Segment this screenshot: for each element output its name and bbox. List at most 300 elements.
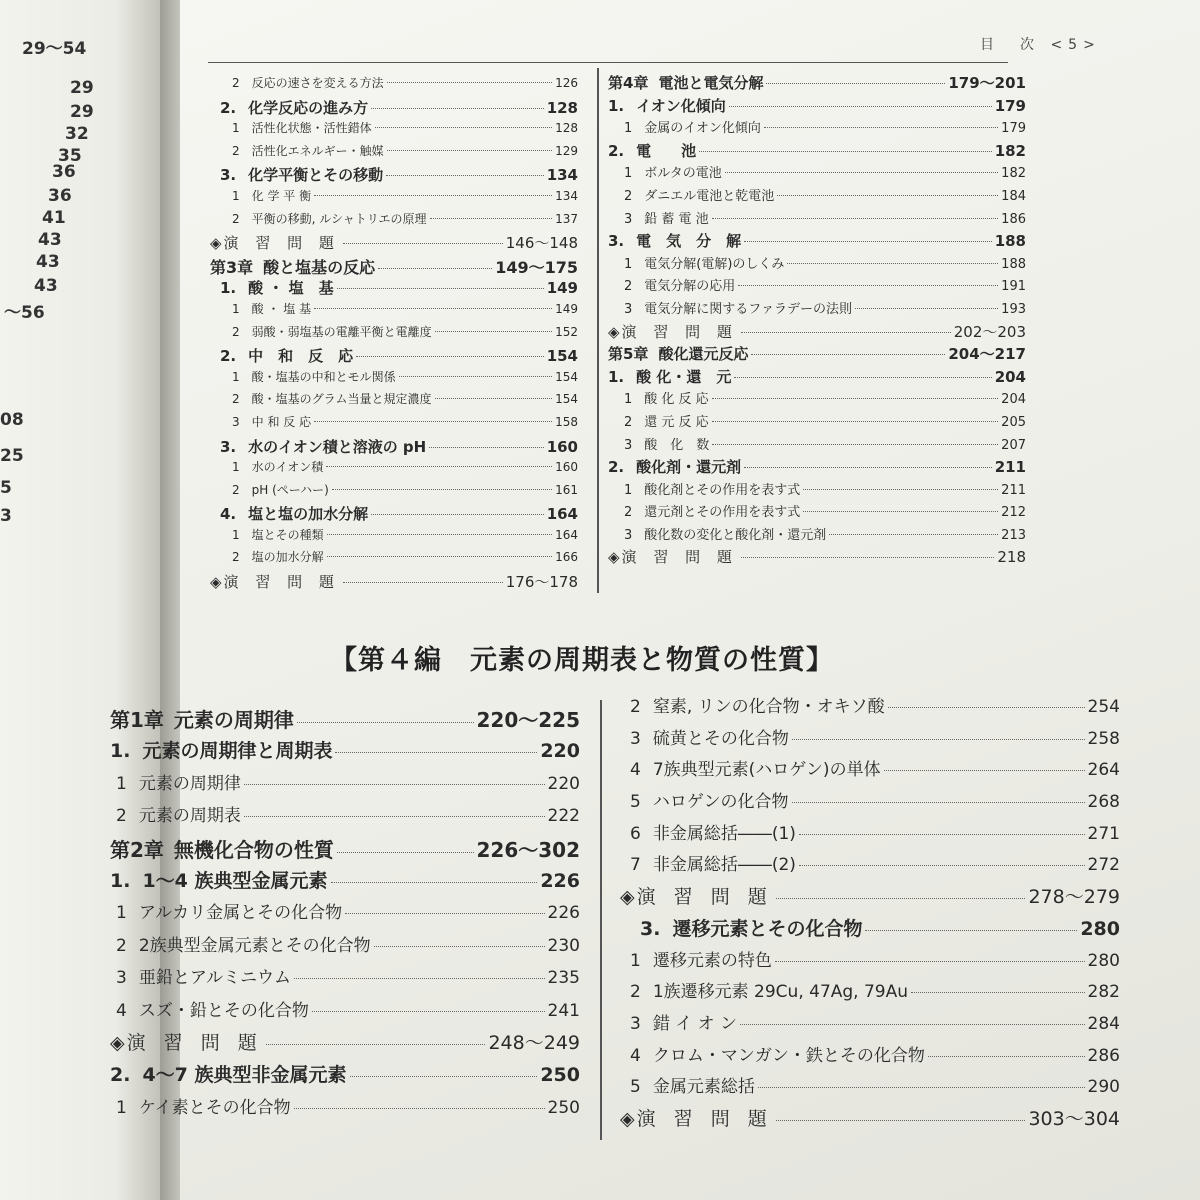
toc-item-row: [608, 298, 1026, 321]
toc-item-number: 2: [232, 324, 240, 339]
toc-item-number: 2.: [220, 347, 237, 366]
toc-section-row: [608, 456, 1026, 479]
toc-item-number: 1: [232, 460, 240, 475]
toc-item-number: 4: [630, 760, 641, 781]
toc-item-number: 3: [624, 211, 633, 227]
toc-item-number: 1.: [110, 740, 131, 763]
left-page-number: 3: [0, 506, 12, 526]
toc-page-number: 218: [997, 548, 1026, 567]
toc-exercise-row: [608, 321, 1026, 344]
leader-dots: [792, 739, 1085, 740]
toc-item-row: [620, 755, 1120, 787]
left-page-number: 36: [52, 162, 76, 182]
toc-column-d: [620, 692, 1120, 1136]
toc-item-number: 2: [116, 935, 127, 956]
toc-item-title: ボルタの電池: [644, 166, 722, 182]
toc-chapter-row: [608, 72, 1026, 95]
leader-dots: [332, 489, 552, 490]
toc-item-row: [210, 187, 578, 210]
toc-page-number: 226: [540, 869, 580, 892]
left-page-number: 35: [58, 146, 82, 166]
exercise-mark-icon: ◈: [110, 1031, 125, 1054]
toc-item-title: 金属のイオン化傾向: [644, 121, 761, 137]
toc-item-number: 2: [624, 505, 633, 521]
toc-item-number: 6: [630, 823, 641, 844]
toc-item-row: [210, 526, 578, 549]
leader-dots: [725, 172, 998, 173]
leader-dots: [799, 834, 1085, 835]
leader-dots: [884, 770, 1085, 771]
toc-item-title: 亜鉛とアルミニウム: [138, 968, 291, 989]
leader-dots: [829, 534, 998, 535]
toc-item-number: 2: [116, 806, 127, 827]
toc-item-title: 反応の速さを変える方法: [251, 76, 384, 90]
toc-page-number: 258: [1087, 728, 1120, 749]
toc-exercise-row: [210, 571, 578, 594]
toc-item-row: [110, 769, 580, 801]
toc-exercise-row: [608, 546, 1026, 569]
leader-dots: [775, 961, 1085, 962]
toc-page-number: 248～249: [488, 1031, 580, 1054]
leader-dots: [855, 308, 998, 309]
left-page-number: ～56: [4, 303, 45, 323]
toc-item-number: 5: [630, 792, 641, 813]
toc-item-number: 2: [624, 414, 633, 430]
toc-item-title: 電 気 分 解: [636, 232, 742, 251]
left-page-number: 43: [36, 252, 60, 272]
toc-section-row: [210, 503, 578, 526]
toc-item-number: 1.: [220, 279, 237, 298]
leader-dots: [799, 865, 1085, 866]
leader-dots: [758, 1087, 1085, 1088]
toc-item-title: 元素の周期表: [138, 806, 241, 827]
toc-page-number: 176～178: [505, 573, 578, 592]
toc-column-b: [608, 72, 1026, 569]
toc-item-title: 遷移元素の特色: [652, 950, 772, 971]
toc-section-row: [210, 345, 578, 368]
toc-page-number: 160: [546, 437, 578, 456]
leader-dots: [327, 556, 552, 557]
leader-dots: [327, 534, 552, 535]
leader-dots: [387, 82, 552, 83]
toc-page-number: 226～302: [476, 837, 580, 862]
leader-dots: [911, 992, 1085, 993]
toc-page-number: 278～279: [1028, 886, 1120, 909]
toc-item-title: アルカリ金属とその化合物: [138, 903, 343, 924]
toc-page-number: 161: [555, 482, 578, 497]
leader-dots: [399, 376, 552, 377]
toc-item-title: 演 習 問 題: [223, 234, 340, 253]
toc-item-title: 還 元 反 応: [644, 414, 709, 430]
toc-section-row: [110, 1060, 580, 1092]
toc-item-title: 酸 化 反 応: [644, 392, 709, 408]
toc-page-number: 280: [1080, 917, 1120, 940]
leader-dots: [792, 802, 1085, 803]
toc-item-number: 3: [232, 414, 240, 429]
left-page-number: 29: [70, 78, 94, 98]
leader-dots: [776, 898, 1026, 899]
toc-page: [110, 0, 1200, 1200]
toc-exercise-row: [110, 1028, 580, 1060]
toc-item-title: 酸 化・還 元: [636, 367, 732, 386]
toc-item-title: 化学平衡とその移動: [248, 166, 384, 185]
toc-section-row: [620, 914, 1120, 946]
column-divider: [597, 68, 599, 593]
toc-item-number: 1: [630, 950, 641, 971]
toc-item-title: 非金属総括――(1): [652, 823, 796, 844]
toc-item-title: 遷移元素とその化合物: [672, 917, 863, 940]
toc-item-title: 1～4 族典型金属元素: [142, 869, 328, 892]
toc-item-number: 1: [116, 773, 127, 794]
toc-page-number: 211: [1001, 482, 1026, 498]
leader-dots: [429, 447, 543, 448]
toc-page-number: 137: [555, 211, 578, 226]
leader-dots: [326, 466, 552, 467]
toc-exercise-row: [210, 232, 578, 255]
toc-item-number: 1: [624, 482, 633, 498]
toc-page-number: 146～148: [505, 234, 578, 253]
leader-dots: [803, 511, 998, 512]
toc-page-number: 284: [1087, 1013, 1120, 1034]
leader-dots: [729, 106, 992, 107]
toc-chapter-row: [210, 255, 578, 278]
toc-item-number: 7: [630, 855, 641, 876]
toc-item-title: ダニエル電池と乾電池: [644, 188, 775, 204]
toc-page-number: 241: [547, 1000, 580, 1021]
toc-item-number: 3.: [608, 232, 625, 251]
leader-dots: [741, 557, 995, 558]
toc-item-number: 2.: [220, 98, 237, 117]
toc-page-number: 179: [1001, 121, 1026, 137]
toc-item-row: [620, 1072, 1120, 1104]
toc-item-number: 第2章: [110, 837, 164, 862]
toc-item-title: 酸化数の変化と酸化剤・還元剤: [644, 527, 827, 543]
toc-item-title: pH (ペーハー): [251, 482, 329, 497]
left-page-number: 29～54: [22, 39, 87, 59]
toc-item-title: 酸 ・ 塩 基: [251, 301, 312, 316]
toc-section-row: [210, 164, 578, 187]
toc-page-number: 154: [555, 369, 578, 384]
toc-item-title: 電 池: [636, 141, 697, 160]
toc-item-number: 第5章: [608, 345, 649, 364]
toc-item-number: 3.: [640, 917, 661, 940]
toc-item-title: 中 和 反 応: [251, 414, 312, 429]
toc-item-number: 3.: [220, 437, 237, 456]
toc-item-number: 1: [624, 256, 633, 272]
toc-item-title: ケイ素とその化合物: [138, 1097, 291, 1118]
toc-item-title: 化学反応の進み方: [248, 98, 369, 117]
leader-dots: [740, 1024, 1085, 1025]
toc-page-number: 211: [994, 458, 1026, 477]
toc-item-row: [210, 300, 578, 323]
toc-page-number: 226: [547, 903, 580, 924]
leader-dots: [777, 195, 998, 196]
leader-dots: [803, 489, 998, 490]
toc-item-row: [608, 208, 1026, 231]
toc-item-title: 還元剤とその作用を表す式: [644, 505, 801, 521]
leader-dots: [928, 1056, 1085, 1057]
toc-item-row: [210, 323, 578, 346]
toc-item-title: 電気分解の応用: [644, 279, 736, 295]
toc-item-title: ハロゲンの化合物: [652, 792, 789, 813]
leader-dots: [865, 930, 1077, 931]
toc-column-a: [210, 74, 578, 594]
left-page-number: 5: [0, 478, 12, 498]
toc-page-number: 182: [1001, 166, 1026, 182]
leader-dots: [738, 285, 998, 286]
toc-item-number: 2: [232, 143, 240, 158]
toc-item-number: 3: [116, 968, 127, 989]
running-head: 目 次 <5>: [980, 37, 1101, 53]
toc-item-row: [608, 524, 1026, 547]
toc-page-number: 290: [1087, 1077, 1120, 1098]
toc-item-number: 2.: [608, 141, 625, 160]
toc-chapter-row: [110, 834, 580, 866]
toc-item-number: 2: [232, 392, 240, 407]
toc-item-row: [608, 501, 1026, 524]
toc-item-title: 非金属総括――(2): [652, 855, 796, 876]
toc-item-title: 酸化還元反応: [658, 345, 749, 364]
leader-dots: [314, 308, 552, 309]
toc-item-row: [210, 368, 578, 391]
leader-dots: [386, 175, 544, 176]
toc-item-number: 1: [232, 121, 240, 136]
toc-item-number: 2: [624, 279, 633, 295]
toc-item-number: 2.: [608, 458, 625, 477]
toc-item-title: イオン化傾向: [636, 96, 726, 115]
left-page-number: 43: [34, 276, 58, 296]
toc-item-number: 1: [624, 166, 633, 182]
toc-item-title: 鉛 蓄 電 池: [644, 211, 709, 227]
leader-dots: [741, 332, 951, 333]
toc-page-number: 212: [1001, 505, 1026, 521]
leader-dots: [371, 108, 544, 109]
toc-item-row: [210, 142, 578, 165]
toc-item-title: 酸化剤とその作用を表す式: [644, 482, 801, 498]
leader-dots: [699, 151, 992, 152]
toc-item-row: [608, 117, 1026, 140]
left-page-number: 29: [70, 102, 94, 122]
leader-dots: [435, 331, 552, 332]
toc-page-number: 254: [1087, 697, 1120, 717]
toc-item-row: [210, 119, 578, 142]
toc-item-number: 3: [624, 527, 633, 543]
toc-item-title: 金属元素総括: [652, 1077, 755, 1098]
toc-item-title: 酸 化 数: [644, 437, 710, 453]
toc-page-number: 207: [1001, 437, 1026, 453]
leader-dots: [387, 150, 552, 151]
leader-dots: [430, 218, 553, 219]
toc-page-number: 186: [1001, 211, 1026, 227]
toc-page-number: 134: [546, 166, 578, 185]
toc-item-row: [620, 1041, 1120, 1073]
left-page-number: 25: [0, 446, 24, 466]
toc-item-number: 1.: [110, 869, 131, 892]
toc-item-row: [210, 458, 578, 481]
toc-item-number: 2: [232, 550, 240, 565]
leader-dots: [343, 243, 503, 244]
toc-page-number: 205: [1001, 414, 1026, 430]
toc-item-title: 演 習 問 題: [126, 1031, 263, 1054]
exercise-mark-icon: ◈: [210, 573, 222, 592]
toc-page-number: 129: [555, 143, 578, 158]
toc-section-row: [210, 277, 578, 300]
toc-item-number: 1: [624, 392, 633, 408]
toc-page-number: 160: [555, 460, 578, 475]
toc-item-title: 7族典型元素(ハロゲン)の単体: [652, 760, 881, 781]
toc-item-number: 2: [232, 211, 240, 226]
leader-dots: [734, 377, 991, 378]
toc-page-number: 126: [555, 76, 578, 90]
toc-page-number: 204～217: [948, 345, 1026, 364]
toc-page-number: 164: [555, 527, 578, 542]
leader-dots: [335, 752, 537, 753]
toc-item-title: 弱酸・弱塩基の電離平衡と電離度: [251, 324, 432, 339]
toc-page-number: 149: [546, 279, 578, 298]
leader-dots: [312, 1011, 545, 1012]
toc-column-c: [110, 704, 580, 1125]
leader-dots: [294, 1108, 545, 1109]
toc-item-row: [620, 946, 1120, 978]
toc-item-number: 2: [630, 982, 641, 1003]
toc-item-number: 4: [116, 1000, 127, 1021]
toc-page-number: 184: [1001, 188, 1026, 204]
leader-dots: [314, 421, 552, 422]
toc-item-title: 2族典型金属元素とその化合物: [138, 935, 371, 956]
toc-item-number: 2.: [110, 1064, 131, 1087]
toc-item-row: [608, 253, 1026, 276]
toc-page-number: 202～203: [953, 322, 1026, 341]
left-page-number: 36: [48, 186, 72, 206]
toc-item-number: 4.: [220, 505, 237, 524]
leader-dots: [356, 356, 544, 357]
toc-item-title: 酸化剤・還元剤: [636, 458, 742, 477]
toc-item-row: [110, 996, 580, 1028]
toc-item-row: [210, 390, 578, 413]
toc-item-title: スズ・鉛とその化合物: [138, 1000, 309, 1021]
toc-item-title: 中 和 反 応: [248, 347, 354, 366]
toc-page-number: 250: [540, 1064, 580, 1087]
toc-item-title: 塩と塩の加水分解: [248, 505, 369, 524]
toc-page-number: 179: [994, 96, 1026, 115]
toc-item-row: [608, 434, 1026, 457]
toc-item-number: 5: [630, 1077, 641, 1098]
toc-item-title: 元素の周期律と周期表: [142, 740, 333, 763]
toc-section-row: [608, 95, 1026, 118]
toc-page-number: 213: [1001, 527, 1026, 543]
toc-item-title: 演 習 問 題: [621, 322, 738, 341]
toc-item-row: [110, 898, 580, 930]
toc-item-number: 1: [116, 1097, 127, 1118]
toc-section-row: [210, 97, 578, 120]
leader-dots: [712, 218, 998, 219]
toc-item-title: 元素の周期律: [173, 708, 294, 732]
column-divider: [600, 700, 602, 1140]
toc-item-number: 1: [116, 903, 127, 924]
toc-page-number: 220: [547, 773, 580, 794]
leader-dots: [378, 268, 492, 269]
toc-page-number: 220: [540, 740, 580, 763]
toc-item-row: [620, 977, 1120, 1009]
leader-dots: [374, 946, 545, 947]
toc-item-row: [620, 1009, 1120, 1041]
toc-page-number: 250: [547, 1097, 580, 1118]
toc-item-number: 3: [630, 728, 641, 749]
toc-item-row: [110, 963, 580, 995]
toc-item-number: 1: [232, 369, 240, 384]
leader-dots: [314, 195, 552, 196]
toc-item-number: 3: [630, 1013, 641, 1034]
leader-dots: [435, 398, 553, 399]
toc-page-number: 182: [994, 141, 1026, 160]
toc-item-row: [620, 787, 1120, 819]
toc-page-number: 134: [555, 188, 578, 203]
toc-item-title: 演 習 問 題: [636, 1107, 773, 1130]
toc-page-number: 179～201: [948, 74, 1026, 92]
leader-dots: [744, 467, 992, 468]
toc-item-number: 1: [232, 301, 240, 316]
leader-dots: [244, 784, 545, 785]
toc-item-row: [210, 210, 578, 233]
toc-item-row: [620, 692, 1120, 724]
leader-dots: [787, 263, 998, 264]
top-rule: [208, 62, 1008, 63]
exercise-mark-icon: ◈: [608, 548, 620, 567]
toc-item-row: [210, 481, 578, 504]
toc-page-number: 188: [1001, 256, 1026, 272]
leader-dots: [345, 913, 544, 914]
toc-item-number: 第4章: [608, 74, 649, 92]
toc-item-title: 演 習 問 題: [223, 573, 340, 592]
toc-item-title: 元素の周期律: [138, 773, 241, 794]
toc-item-number: 第1章: [110, 708, 164, 732]
toc-section-row: [608, 366, 1026, 389]
toc-item-row: [210, 548, 578, 571]
toc-page-number: 303～304: [1028, 1107, 1120, 1130]
toc-item-number: 1.: [608, 367, 625, 386]
leader-dots: [294, 978, 545, 979]
toc-item-row: [620, 850, 1120, 882]
toc-page-number: 222: [547, 806, 580, 827]
toc-item-row: [620, 819, 1120, 851]
toc-item-number: 1.: [608, 96, 625, 115]
part-heading: 【第４編 元素の周期表と物質の性質】: [330, 645, 834, 676]
toc-item-title: 酸・塩基の中和とモル関係: [251, 369, 396, 384]
toc-item-title: 水のイオン積: [251, 460, 324, 475]
toc-section-row: [110, 866, 580, 898]
toc-page-number: 271: [1087, 823, 1120, 844]
toc-item-title: 無機化合物の性質: [173, 837, 334, 862]
toc-page-number: 286: [1087, 1045, 1120, 1066]
toc-item-number: 3: [624, 301, 633, 317]
toc-exercise-row: [620, 882, 1120, 914]
toc-item-row: [608, 388, 1026, 411]
exercise-mark-icon: ◈: [620, 1107, 635, 1130]
leader-dots: [371, 514, 544, 515]
toc-item-row: [110, 931, 580, 963]
leader-dots: [712, 421, 998, 422]
toc-item-number: 第3章: [210, 257, 254, 277]
leader-dots: [337, 288, 544, 289]
leader-dots: [297, 722, 474, 723]
leader-dots: [331, 882, 538, 883]
toc-item-title: 1族遷移元素 29Cu, 47Ag, 79Au: [652, 982, 909, 1003]
toc-item-title: クロム・マンガン・鉄とその化合物: [652, 1045, 925, 1066]
exercise-mark-icon: ◈: [620, 886, 635, 909]
leader-dots: [776, 1120, 1026, 1121]
toc-item-title: 水のイオン積と溶液の pH: [248, 437, 427, 456]
toc-item-title: 酸・塩基のグラム当量と規定濃度: [251, 392, 432, 407]
